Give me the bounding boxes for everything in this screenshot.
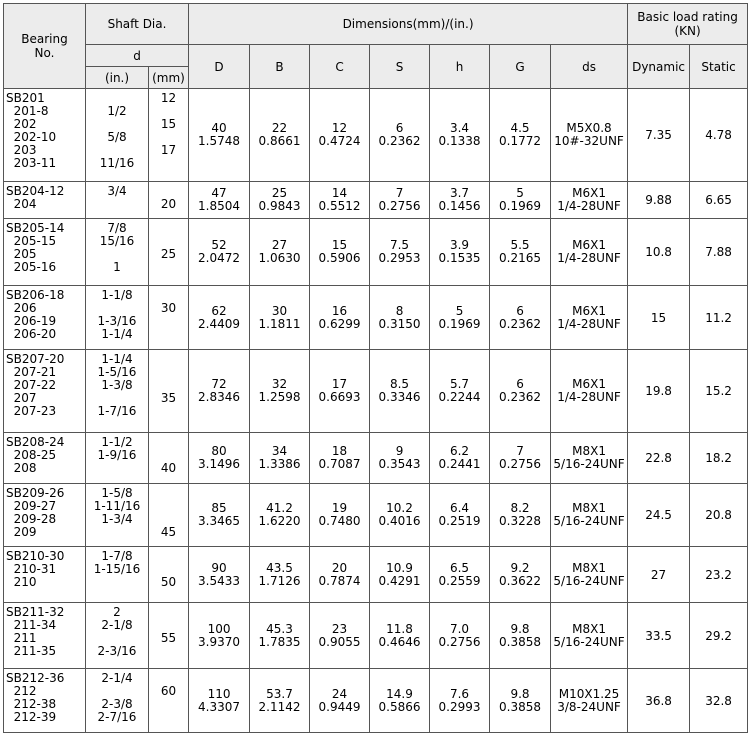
header-col-G: G <box>490 45 551 89</box>
dynamic-load-cell: 36.8 <box>628 669 690 733</box>
dynamic-load-cell: 7.35 <box>628 89 690 182</box>
dim-ds-cell: M6X1 1/4-28UNF <box>551 350 628 433</box>
table-row <box>4 219 748 286</box>
header-static: Static <box>690 45 748 89</box>
dim-G-cell: 5.5 0.2165 <box>490 219 551 286</box>
static-load-cell: 32.8 <box>690 669 748 733</box>
dim-C-cell: 15 0.5906 <box>310 219 370 286</box>
dim-S-cell: 7 0.2756 <box>370 182 430 219</box>
dim-C-cell: 18 0.7087 <box>310 433 370 484</box>
header-col-C: C <box>310 45 370 89</box>
dim-G-cell: 9.8 0.3858 <box>490 669 551 733</box>
header-col-B: B <box>250 45 310 89</box>
dim-D-cell: 100 3.9370 <box>189 603 250 669</box>
table-row <box>4 547 748 603</box>
shaft-mm-cell: 55 <box>149 603 189 669</box>
dynamic-load-cell: 10.8 <box>628 219 690 286</box>
dim-D-cell: 62 2.4409 <box>189 286 250 350</box>
dim-G-cell: 7 0.2756 <box>490 433 551 484</box>
dim-C-cell: 17 0.6693 <box>310 350 370 433</box>
static-load-cell: 20.8 <box>690 484 748 547</box>
dim-C-cell: 20 0.7874 <box>310 547 370 603</box>
shaft-inch-cell: 1-7/8 1-15/16 <box>86 547 149 603</box>
bearing-no-cell: SB208-24 208-25 208 <box>4 433 86 484</box>
table-row <box>4 89 748 182</box>
dim-B-cell: 45.3 1.7835 <box>250 603 310 669</box>
dim-S-cell: 7.5 0.2953 <box>370 219 430 286</box>
dim-D-cell: 52 2.0472 <box>189 219 250 286</box>
static-load-cell: 15.2 <box>690 350 748 433</box>
dynamic-load-cell: 9.88 <box>628 182 690 219</box>
dim-S-cell: 6 0.2362 <box>370 89 430 182</box>
shaft-mm-cell: 40 <box>149 433 189 484</box>
table-body <box>4 89 748 733</box>
shaft-inch-cell: 1-1/8 1-3/16 1-1/4 <box>86 286 149 350</box>
dim-h-cell: 3.7 0.1456 <box>430 182 490 219</box>
shaft-mm-cell: 35 <box>149 350 189 433</box>
dim-G-cell: 6 0.2362 <box>490 286 551 350</box>
dim-B-cell: 41.2 1.6220 <box>250 484 310 547</box>
dim-h-cell: 6.2 0.2441 <box>430 433 490 484</box>
dynamic-load-cell: 27 <box>628 547 690 603</box>
table-row <box>4 286 748 350</box>
dim-S-cell: 10.9 0.4291 <box>370 547 430 603</box>
dim-G-cell: 8.2 0.3228 <box>490 484 551 547</box>
bearing-no-cell: SB207-20 207-21 207-22 207 207-23 <box>4 350 86 433</box>
shaft-inch-cell: 2-1/4 2-3/8 2-7/16 <box>86 669 149 733</box>
dim-D-cell: 80 3.1496 <box>189 433 250 484</box>
shaft-inch-cell: 3/4 <box>86 182 149 219</box>
dim-ds-cell: M8X1 5/16-24UNF <box>551 603 628 669</box>
dim-D-cell: 90 3.5433 <box>189 547 250 603</box>
bearing-no-cell: SB212-36 212 212-38 212-39 <box>4 669 86 733</box>
static-load-cell: 4.78 <box>690 89 748 182</box>
header-dimensions: Dimensions(mm)/(in.) <box>189 4 628 45</box>
static-load-cell: 29.2 <box>690 603 748 669</box>
dim-G-cell: 9.8 0.3858 <box>490 603 551 669</box>
bearing-no-cell: SB205-14 205-15 205 205-16 <box>4 219 86 286</box>
dim-G-cell: 4.5 0.1772 <box>490 89 551 182</box>
bearing-no-cell: SB201 201-8 202 202-10 203 203-11 <box>4 89 86 182</box>
dim-C-cell: 16 0.6299 <box>310 286 370 350</box>
dim-G-cell: 9.2 0.3622 <box>490 547 551 603</box>
shaft-inch-cell: 1-5/8 1-11/16 1-3/4 <box>86 484 149 547</box>
dim-C-cell: 19 0.7480 <box>310 484 370 547</box>
dim-h-cell: 7.0 0.2756 <box>430 603 490 669</box>
shaft-mm-cell: 12 15 17 <box>149 89 189 182</box>
static-load-cell: 18.2 <box>690 433 748 484</box>
dim-B-cell: 34 1.3386 <box>250 433 310 484</box>
header-bearing-no: Bearing No. <box>4 4 86 89</box>
shaft-inch-cell: 1-1/2 1-9/16 <box>86 433 149 484</box>
dim-ds-cell: M6X1 1/4-28UNF <box>551 182 628 219</box>
table-row <box>4 669 748 733</box>
dim-S-cell: 9 0.3543 <box>370 433 430 484</box>
header-dynamic: Dynamic <box>628 45 690 89</box>
dim-C-cell: 14 0.5512 <box>310 182 370 219</box>
dim-D-cell: 85 3.3465 <box>189 484 250 547</box>
header-mm: (mm) <box>149 67 189 89</box>
header-d: d <box>86 45 189 67</box>
bearing-spec-table <box>3 3 748 733</box>
header-col-S: S <box>370 45 430 89</box>
dim-h-cell: 6.4 0.2519 <box>430 484 490 547</box>
header-col-h: h <box>430 45 490 89</box>
shaft-mm-cell: 60 <box>149 669 189 733</box>
dim-G-cell: 5 0.1969 <box>490 182 551 219</box>
table-row <box>4 433 748 484</box>
shaft-mm-cell: 50 <box>149 547 189 603</box>
table-row <box>4 350 748 433</box>
dim-C-cell: 23 0.9055 <box>310 603 370 669</box>
dim-D-cell: 110 4.3307 <box>189 669 250 733</box>
dim-ds-cell: M8X1 5/16-24UNF <box>551 433 628 484</box>
dim-ds-cell: M10X1.25 3/8-24UNF <box>551 669 628 733</box>
static-load-cell: 11.2 <box>690 286 748 350</box>
dynamic-load-cell: 33.5 <box>628 603 690 669</box>
bearing-spec-sheet <box>3 3 748 733</box>
bearing-no-cell: SB210-30 210-31 210 <box>4 547 86 603</box>
dim-B-cell: 25 0.9843 <box>250 182 310 219</box>
dynamic-load-cell: 24.5 <box>628 484 690 547</box>
dim-B-cell: 27 1.0630 <box>250 219 310 286</box>
dim-S-cell: 8 0.3150 <box>370 286 430 350</box>
dim-S-cell: 14.9 0.5866 <box>370 669 430 733</box>
dim-B-cell: 53.7 2.1142 <box>250 669 310 733</box>
header-basic-load-rating: Basic load rating (KN) <box>628 4 748 45</box>
static-load-cell: 7.88 <box>690 219 748 286</box>
dim-ds-cell: M6X1 1/4-28UNF <box>551 219 628 286</box>
dim-ds-cell: M6X1 1/4-28UNF <box>551 286 628 350</box>
static-load-cell: 6.65 <box>690 182 748 219</box>
dim-D-cell: 72 2.8346 <box>189 350 250 433</box>
dim-G-cell: 6 0.2362 <box>490 350 551 433</box>
bearing-no-cell: SB211-32 211-34 211 211-35 <box>4 603 86 669</box>
dim-D-cell: 40 1.5748 <box>189 89 250 182</box>
table-row <box>4 603 748 669</box>
shaft-mm-cell: 20 <box>149 182 189 219</box>
header-col-ds: ds <box>551 45 628 89</box>
shaft-mm-cell: 30 <box>149 286 189 350</box>
dim-h-cell: 3.9 0.1535 <box>430 219 490 286</box>
shaft-inch-cell: 1-1/4 1-5/16 1-3/8 1-7/16 <box>86 350 149 433</box>
dim-ds-cell: M5X0.8 10#-32UNF <box>551 89 628 182</box>
dim-h-cell: 3.4 0.1338 <box>430 89 490 182</box>
dim-S-cell: 11.8 0.4646 <box>370 603 430 669</box>
dynamic-load-cell: 15 <box>628 286 690 350</box>
static-load-cell: 23.2 <box>690 547 748 603</box>
dim-C-cell: 24 0.9449 <box>310 669 370 733</box>
dim-h-cell: 5 0.1969 <box>430 286 490 350</box>
dim-ds-cell: M8X1 5/16-24UNF <box>551 484 628 547</box>
table-row <box>4 182 748 219</box>
header-shaft-dia: Shaft Dia. <box>86 4 189 45</box>
table-header <box>4 4 748 89</box>
shaft-mm-cell: 45 <box>149 484 189 547</box>
header-inch: (in.) <box>86 67 149 89</box>
dim-B-cell: 30 1.1811 <box>250 286 310 350</box>
dynamic-load-cell: 19.8 <box>628 350 690 433</box>
dim-B-cell: 43.5 1.7126 <box>250 547 310 603</box>
shaft-mm-cell: 25 <box>149 219 189 286</box>
shaft-inch-cell: 7/8 15/16 1 <box>86 219 149 286</box>
dim-C-cell: 12 0.4724 <box>310 89 370 182</box>
shaft-inch-cell: 1/2 5/8 11/16 <box>86 89 149 182</box>
dim-h-cell: 6.5 0.2559 <box>430 547 490 603</box>
bearing-no-cell: SB206-18 206 206-19 206-20 <box>4 286 86 350</box>
header-col-D: D <box>189 45 250 89</box>
table-row <box>4 484 748 547</box>
dynamic-load-cell: 22.8 <box>628 433 690 484</box>
dim-ds-cell: M8X1 5/16-24UNF <box>551 547 628 603</box>
bearing-no-cell: SB209-26 209-27 209-28 209 <box>4 484 86 547</box>
dim-D-cell: 47 1.8504 <box>189 182 250 219</box>
dim-S-cell: 8.5 0.3346 <box>370 350 430 433</box>
dim-h-cell: 7.6 0.2993 <box>430 669 490 733</box>
shaft-inch-cell: 2 2-1/8 2-3/16 <box>86 603 149 669</box>
dim-h-cell: 5.7 0.2244 <box>430 350 490 433</box>
dim-S-cell: 10.2 0.4016 <box>370 484 430 547</box>
dim-B-cell: 32 1.2598 <box>250 350 310 433</box>
dim-B-cell: 22 0.8661 <box>250 89 310 182</box>
bearing-no-cell: SB204-12 204 <box>4 182 86 219</box>
